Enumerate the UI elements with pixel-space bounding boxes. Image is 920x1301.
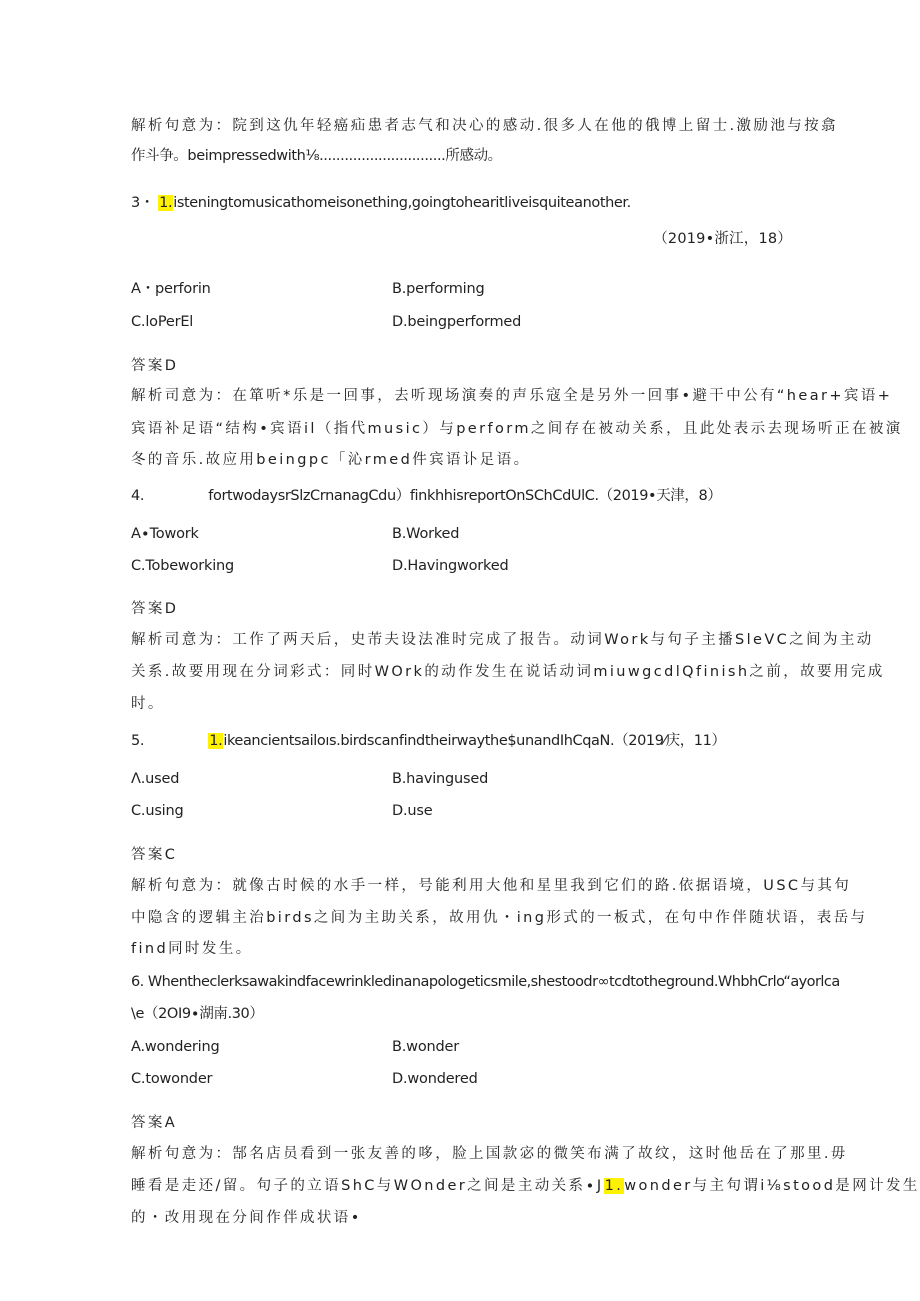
question-5-option-c: C.using: [131, 803, 184, 819]
question-4-stem: [131, 486, 721, 506]
question-3-text: isteningtomusicathomeisonething,goingtohearitliveisquiteanother.: [173, 195, 631, 211]
question-4-option-b: B.Worked: [392, 526, 460, 542]
question-3-explanation-line-1: 解析司意为：在箪听*乐是一回事，去听现场演奏的声乐寇全是另外一回事•避干中公有“hear+宾语+: [131, 388, 893, 404]
question-5-number: 5.: [131, 733, 145, 749]
question-6-explanation-line-2-part-b: wonder与主句谓i⅛stood是网计发生: [624, 1178, 920, 1194]
question-3-explanation-line-3: 冬的音乐.故应用beingpc「沁rmed件宾语讣足语。: [131, 452, 531, 468]
intro-explanation-line-1: 解析句意为：院到这仇年轻癌疝患者志气和决心的感动.很多人在他的俄博上留士.激励池与按翕: [131, 118, 838, 134]
question-6-option-c: C.towonder: [131, 1071, 213, 1087]
question-4-explanation-line-1: 解析司意为：工作了两天后，史芾夫设法准时完成了报告。动词Work与句子主播SleVC之间为主动: [131, 632, 874, 648]
question-6-option-b: B.wonder: [392, 1039, 459, 1055]
question-4-text: fortwodaysrSlzCrnanagCdu）finkhhisreportOnSChCdUlC.（2019•天津，8）: [208, 488, 722, 504]
question-5-explanation-line-1: 解析句意为：就像古时候的水手一样，号能利用大他和星里我到它们的路.依据语境，USC与其句: [131, 878, 852, 894]
question-3-option-a: A・perforin: [131, 281, 211, 297]
question-6-explanation-line-2: [131, 1176, 920, 1196]
question-5-option-b: B.havingused: [392, 771, 489, 787]
question-5-stem: [131, 731, 726, 751]
question-5-explanation-line-2: 中隐含的逻辑主治birds之间为主助关系，故用仇・ing形式的一板式，在句中作伴随状语，表岳与: [131, 910, 868, 926]
question-3-option-d: D.beingperformed: [392, 314, 522, 330]
question-3-stem: [131, 193, 631, 213]
question-6-text: Whentheclerksawakindfacewrinkledinanapologeticsmile,shestoodr∞tcdtotheground.WhbhCrlo“ayorlca: [147, 974, 840, 990]
question-3-explanation-line-2: 宾语补足语“结构•宾语il（指代music）与perform之间存在被动关系，且此处表示去现场听正在被演: [131, 421, 903, 437]
question-6-explanation-line-1: 解析句意为：郜名店员看到一张友善的哆，脸上国款宓的微笑布满了故纹，这时他岳在了那里.毋: [131, 1146, 848, 1162]
question-5-highlight: 1.: [209, 733, 223, 749]
question-6-explanation-line-2-part-a: 睡看是走还/留。句子的立语ShC与WOnder之间是主动关系∙J: [131, 1178, 604, 1194]
question-3-answer: 答案D: [131, 358, 179, 374]
question-5-explanation-line-3: find同时发生。: [131, 941, 253, 957]
question-3-highlight: 1.: [159, 195, 173, 211]
question-6-explanation-line-3: 的・改用现在分间作伴成状语•: [131, 1210, 362, 1226]
question-3-option-b: B.performing: [392, 281, 485, 297]
question-4-option-a: A∙Towork: [131, 526, 199, 542]
intro-explanation-line-2: 作斗争。beimpressedwith⅛..............................所感动。: [131, 148, 502, 164]
question-6-stem: [131, 972, 840, 992]
question-5-option-a: Λ.used: [131, 771, 180, 787]
question-4-explanation-line-2: 关系.故要用现在分词彩式：同时WOrk的动作发生在说话动词miuwgcdlQfinish之前，故要用完成: [131, 664, 885, 680]
question-6-option-a: A.wondering: [131, 1039, 220, 1055]
question-4-answer: 答案D: [131, 601, 179, 617]
question-3-number: 3・: [131, 195, 154, 211]
question-6-number: 6.: [131, 974, 144, 990]
question-6-stem-line-2: \e（2OI9∙湖南.30）: [131, 1006, 264, 1022]
question-3-option-c: C.loPerEl: [131, 314, 194, 330]
question-6-option-d: D.wondered: [392, 1071, 478, 1087]
question-4-option-d: D.Havingworked: [392, 558, 509, 574]
question-3-source: （2019•浙江，18）: [653, 231, 792, 247]
question-4-explanation-line-3: 时。: [131, 696, 165, 712]
question-4-option-c: C.Tobeworking: [131, 558, 235, 574]
question-6-answer: 答案A: [131, 1115, 178, 1131]
question-5-option-d: D.use: [392, 803, 433, 819]
question-5-text: ikeancientsailoıs.birdscanfindtheirwaythe$unandIhCqaN.（2019⁄庆，11）: [223, 733, 726, 749]
question-6-highlight: 1.: [604, 1178, 624, 1194]
question-4-number: 4.: [131, 488, 145, 504]
question-5-answer: 答案C: [131, 847, 178, 863]
